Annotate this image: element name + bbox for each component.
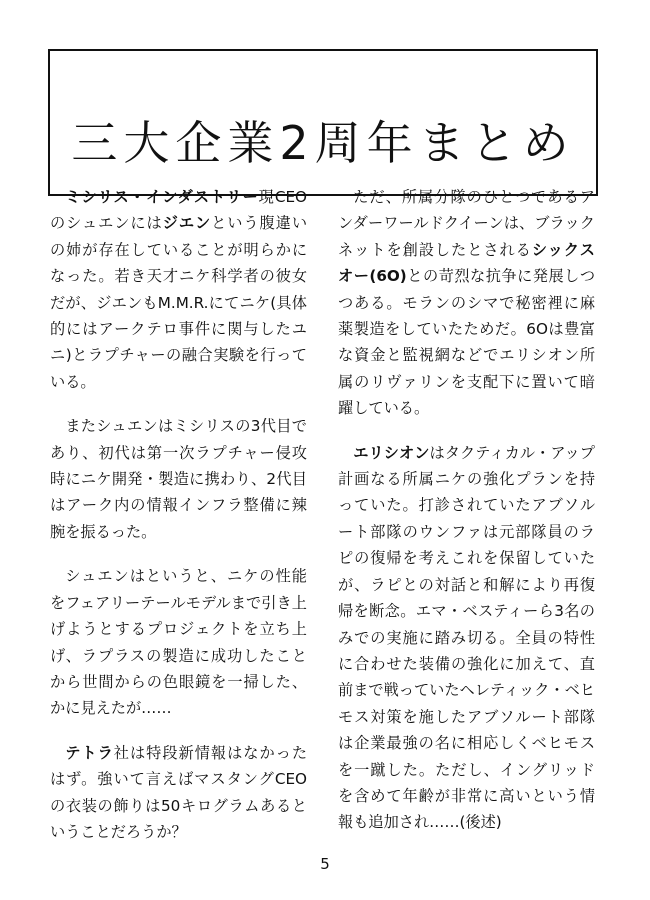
paragraph: シュエンはというと、ニケの性能をフェアリーテールモデルまで引き上げようとするプロジェクトを立ち上げ、ラプラスの製造に成功したことから世間からの色眼鏡を一掃した、かに見えたが…… xyxy=(50,567,307,718)
right-column xyxy=(338,184,595,854)
paragraph: またシュエンはミシリスの3代目であり、初代は第一次ラプチャー侵攻時にニケ開発・製造に携わり、2代目はアーク内の情報インフラ整備に辣腕を振るった。 xyxy=(50,417,307,541)
paragraph: テトラ社は特段新情報はなかったはず。強いて言えばマスタングCEOの衣装の飾りは50キログラムあるということだろうか？ xyxy=(50,743,307,841)
paragraph: エリシオンはタクティカル・アップ計画なる所属ニケの強化プランを持っていた。打診されていたアブソルート部隊のウンファは元部隊員のラピの復帰を考えこれを保留していたが、ラピとの対話と和解により再復帰を断念。エマ・ベスティーら3名のみでの実施に踏み切る。全員の特性に合わせた装備の強化に加えて、直前まで戦っていたヘレティック・ベヒモス対策を施したアブソルート部隊は企業最強の名に相応しくベヒモスを一蹴した。ただし、イングリッドを含めて年齢が非常に高いという情報も追加され……(後述) xyxy=(338,443,595,832)
paragraph: ミシリス・インダストリー現CEOのシュエンにはジエンという腹違いの姉が存在していることが明らかになった。若き天才ニケ科学者の彼女だが、ジエンもM.M.R.にてニケ(具体的にはアークテロ事件に関与したユニ)とラプチャーの融合実験を行っている。 xyxy=(50,188,308,391)
page-title: 三大企業2周年まとめ xyxy=(71,116,575,170)
left-column xyxy=(50,184,307,863)
page-number: 5 xyxy=(320,855,330,873)
title-frame xyxy=(48,49,598,196)
paragraph: ただ、所属分隊のひとつであるアンダーワールドクイーンは、ブラックネットを創設したとされるシックスオー(6O)との苛烈な抗争に発展しつつある。モランのシマで秘密裡に麻薬製造をしていたためだ。6Oは豊富な資金と監視網などでエリシオン所属のリヴァリンを支配下に置いて暗躍している。 xyxy=(338,188,595,418)
